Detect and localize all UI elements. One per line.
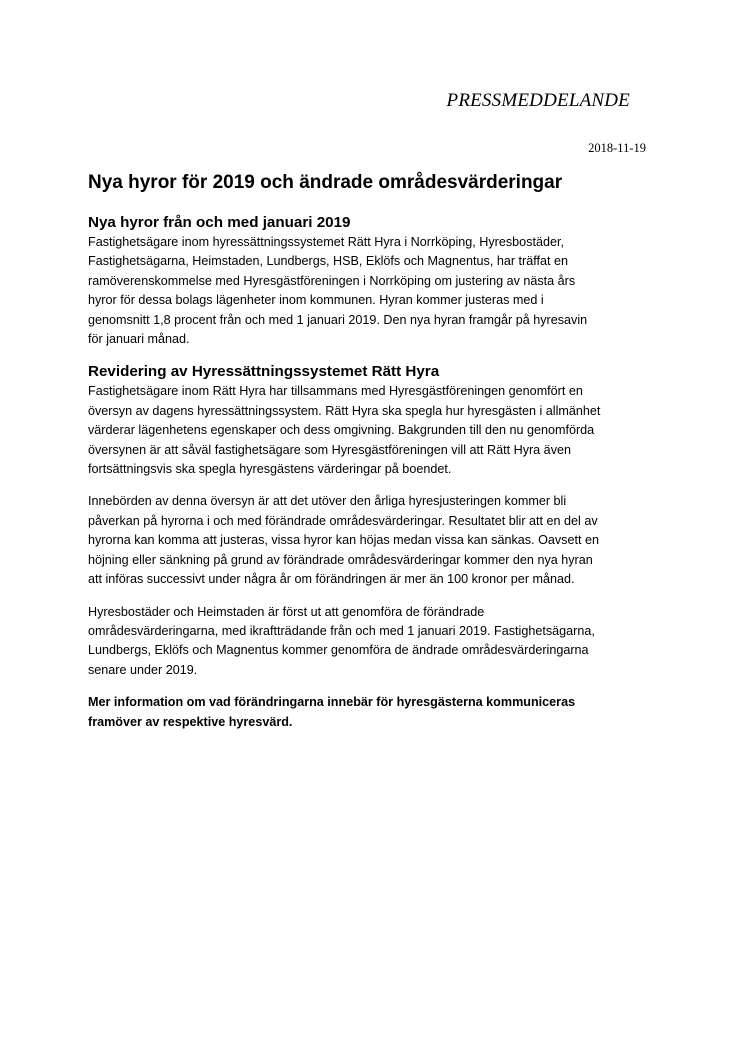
text-line: översynen är att såväl fastighetsägare som Hyresgästföreningen vill att Rätt Hyra även xyxy=(88,442,571,457)
text-line: att införas successivt under några år om förändringen är mer än 100 kronor per månad. xyxy=(88,572,575,587)
text-line: Fastighetsägarna, Heimstaden, Lundbergs, HSB, Eklöfs och Magnentus, har träffat en xyxy=(88,254,569,269)
document-title: Nya hyror för 2019 och ändrade områdesvärderingar xyxy=(88,172,563,193)
text-line: Hyresbostäder och Heimstaden är först ut att genomföra de förändrade xyxy=(88,604,485,619)
section-heading: Nya hyror från och med januari 2019 xyxy=(88,214,351,231)
text-line: Innebörden av denna översyn är att det utöver den årliga hyresjusteringen kommer bli xyxy=(88,494,567,509)
text-line: översyn av dagens hyressättningssystem. Rätt Hyra ska spegla hur hyresgästen i allmänhet xyxy=(88,403,601,418)
section-heading: Revidering av Hyressättningssystemet Rätt Hyra xyxy=(88,363,440,381)
text-line: Fastighetsägare inom Rätt Hyra har tillsammans med Hyresgästföreningen genomfört en xyxy=(88,384,583,399)
text-line: hyror för dessa bolags lägenheter inom kommunen. Hyran kommer justeras med i xyxy=(88,293,544,308)
text-line: för januari månad. xyxy=(88,332,190,347)
text-line: fortsättningsvis ska spegla hyresgästens värderingar på boendet. xyxy=(88,462,452,477)
text-line: områdesvärderingarna, med ikraftträdande från och med 1 januari 2019. Fastighetsägarna, xyxy=(88,623,595,638)
text-line: Mer information om vad förändringarna innebär för hyresgästerna kommuniceras xyxy=(88,695,576,710)
closing-note xyxy=(88,693,668,732)
text-line: ramöverenskommelse med Hyresgästföreningen i Norrköping om justering av nästa års xyxy=(88,273,576,288)
document-date: 2018-11-19 xyxy=(588,141,646,155)
document-type-label: PRESSMEDDELANDE xyxy=(446,90,630,111)
paragraph xyxy=(88,382,668,479)
document-body xyxy=(88,213,668,732)
text-line: Lundbergs, Eklöfs och Magnentus kommer genomföra de ändrade områdesvärderingarna xyxy=(88,643,589,658)
text-line: hyrorna kan komma att justeras, vissa hyror kan höjas medan vissa kan sänkas. Oavsett en xyxy=(88,533,599,548)
text-line: höjning eller sänkning på grund av förändrade områdesvärderingar kommer den nya hyran xyxy=(88,552,593,567)
text-line: framöver av respektive hyresvärd. xyxy=(88,714,293,729)
paragraph xyxy=(88,603,668,681)
text-line: värderar lägenhetens egenskaper och dess omgivning. Bakgrunden till den nu genomförda xyxy=(88,423,595,438)
paragraph xyxy=(88,492,668,589)
text-line: Fastighetsägare inom hyressättningssystemet Rätt Hyra i Norrköping, Hyresbostäder, xyxy=(88,235,564,249)
text-line: påverkan på hyrorna i och med förändrade områdesvärderingar. Resultatet blir att en del av xyxy=(88,513,598,528)
text-line: genomsnitt 1,8 procent från och med 1 januari 2019. Den nya hyran framgår på hyresavin xyxy=(88,312,588,327)
text-line: senare under 2019. xyxy=(88,662,198,677)
paragraph xyxy=(88,233,668,349)
